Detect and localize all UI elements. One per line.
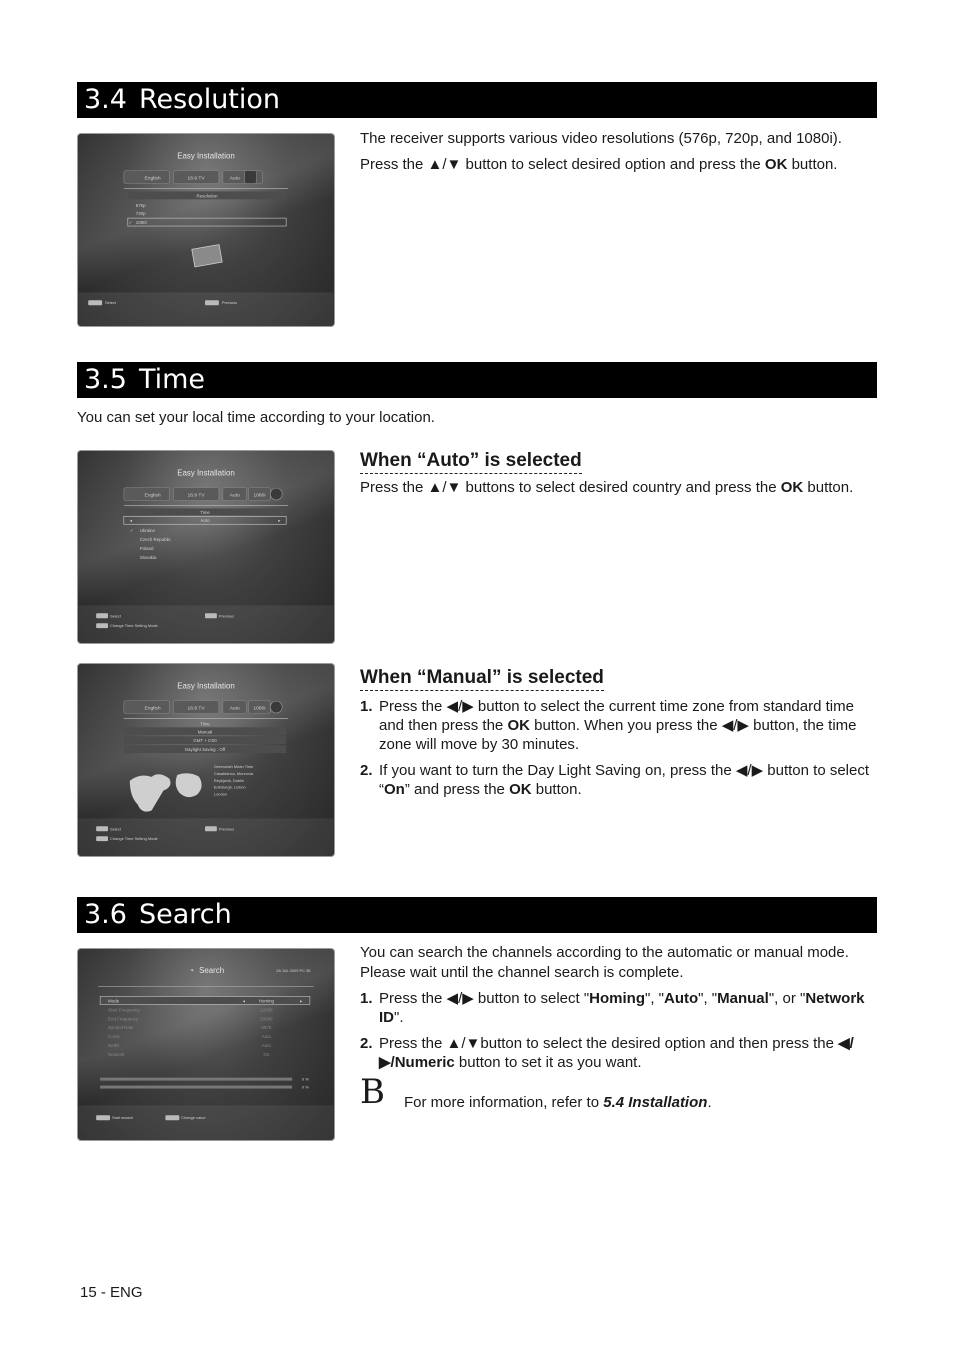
zone-item: Casablanca, Monrovia <box>213 770 254 776</box>
clock-icon <box>270 488 282 500</box>
auto-text <box>360 478 880 497</box>
footer-start-search: Start search <box>111 1115 134 1121</box>
zone-item: Edinburgh, Lisbon <box>213 784 246 790</box>
search-steps <box>360 989 880 1072</box>
text-part: Press the ▲/▼ buttons to select desired country and press the <box>360 479 781 496</box>
section-number: 3.4 <box>84 84 127 115</box>
tab-language: English <box>144 493 161 499</box>
check-icon: ✓ <box>129 528 134 534</box>
gmt-value: GMT + 0:00 <box>193 738 217 744</box>
option-homing: Homing <box>589 990 645 1007</box>
option-576p: 576p <box>135 203 146 209</box>
ok-label: OK <box>764 156 788 173</box>
section-title: Resolution <box>138 84 281 115</box>
screen-title: Search <box>199 965 225 975</box>
arrow-right-icon: ▸ <box>278 518 281 524</box>
section-title: Search <box>138 899 232 930</box>
screen-title: Easy Installation <box>177 681 235 691</box>
list-header: Resolution <box>196 193 218 199</box>
option-720p: 720p <box>135 211 146 217</box>
search-screenshot <box>77 948 335 1141</box>
ok-label: OK <box>780 479 804 496</box>
progress-bar <box>100 1078 292 1081</box>
text-part: Press the ◀/▶ button to select " <box>379 990 590 1007</box>
footer-previous: Previous <box>221 300 238 306</box>
tab-auto: Auto <box>229 176 240 182</box>
list-item <box>360 761 880 799</box>
on-label: On <box>384 781 405 798</box>
row-value: 20000 <box>260 1016 273 1022</box>
zone-item: London <box>213 791 228 797</box>
footer-previous: Previous <box>218 613 235 619</box>
row-label: Network <box>108 1051 125 1057</box>
text-part: Press the ▲/▼button to select the desired option and then press the <box>379 1035 839 1052</box>
list-item <box>360 989 880 1027</box>
search-intro-1: You can search the channels according to the automatic or manual mode. <box>360 944 849 961</box>
screen-title: Easy Installation <box>177 468 235 478</box>
text-part: Press the ◀/▶ button to select the current time zone from standard time and then press the <box>379 698 854 734</box>
text-part: ", " <box>698 990 718 1007</box>
screen-date: 28 JUL 2009 PC 38 <box>276 967 311 973</box>
world-map-icon <box>130 773 202 811</box>
step-number: 1. <box>360 698 373 715</box>
section-number: 3.5 <box>84 364 127 395</box>
tab-auto: Auto <box>229 706 240 712</box>
section-heading-resolution <box>77 82 877 118</box>
tab-auto: Auto <box>229 493 240 499</box>
text-part: button. <box>787 156 838 173</box>
row-label: NetID <box>108 1042 120 1048</box>
list-header: Time <box>200 509 210 515</box>
manual-heading: When “Manual” is selected <box>360 667 604 691</box>
ok-label: OK <box>509 781 532 798</box>
footer-change-value: Change value <box>181 1115 206 1121</box>
search-intro-2: Please wait until the channel search is complete. <box>360 964 684 981</box>
footer-select: Select <box>110 826 121 832</box>
row-value: 12000 <box>260 1007 273 1013</box>
country-item: Slovakia <box>139 554 157 560</box>
row-label: End Frequency <box>108 1016 139 1022</box>
text-part: button. <box>531 781 582 798</box>
step-number: 2. <box>360 1035 373 1052</box>
footer-previous: Previous <box>218 826 235 832</box>
arrow-left-icon: ◂ <box>242 998 245 1004</box>
text-part: button to set it as you want. <box>454 1054 642 1071</box>
text-part: Press the ▲/▼ button to select desired option and press the <box>360 156 765 173</box>
section-heading-search <box>77 897 877 933</box>
note-icon: B <box>360 1072 385 1112</box>
zone-item: Greenwich Mean Time <box>213 763 254 769</box>
step-number: 2. <box>360 762 373 779</box>
note-reference: 5.4 Installation <box>603 1094 708 1111</box>
tab-aspect: 16:9 TV <box>187 176 205 182</box>
resolution-screenshot <box>77 133 335 327</box>
option-network-id: Network ID <box>379 990 865 1026</box>
note-text <box>404 1093 712 1112</box>
text-part: ", or " <box>768 990 806 1007</box>
row-label: Symbol Rate <box>108 1025 134 1031</box>
tab-aspect: 16:9 TV <box>187 493 205 499</box>
row-value: Auto <box>261 1042 271 1048</box>
list-item <box>360 1034 880 1072</box>
footer-select: Select <box>105 300 117 306</box>
section-number: 3.6 <box>84 899 127 930</box>
row-value: On <box>263 1051 270 1057</box>
progress-bar <box>100 1086 292 1089</box>
option-auto: Auto <box>663 990 699 1007</box>
tab-language: English <box>144 706 161 712</box>
time-intro: You can set your local time according to your location. <box>77 409 435 426</box>
footer-select: Select <box>110 613 121 619</box>
option-1080i: 1080i <box>135 220 147 226</box>
auto-heading: When “Auto” is selected <box>360 450 582 474</box>
list-header: Time <box>200 721 210 727</box>
option-manual: Manual <box>717 990 769 1007</box>
progress-value: 0 % <box>301 1084 309 1090</box>
tab-resolution: 1080i <box>253 706 266 712</box>
tab-aspect: 16:9 TV <box>187 706 205 712</box>
daylight-value: Daylight Saving : Off <box>184 747 226 753</box>
country-item: Ukraine <box>139 528 155 534</box>
text-part: ", " <box>645 990 664 1007</box>
text-part: For more information, refer to <box>404 1094 604 1111</box>
clock-icon <box>270 701 282 713</box>
arrow-left-icon: ◂ <box>129 518 133 524</box>
tab-language: English <box>144 176 161 182</box>
text-part: button. When you press the ◀/▶ button, the time zone will move by 30 minutes. <box>379 717 857 753</box>
time-auto-screenshot <box>77 450 335 644</box>
text-part: ” and press the <box>404 781 510 798</box>
mode-value: Manual <box>197 729 213 735</box>
check-icon: ✓ <box>128 220 133 226</box>
footer-change-mode: Change Time Setting Mode <box>110 836 158 842</box>
manual-steps <box>360 697 880 799</box>
search-icon: ◔ <box>189 965 194 975</box>
section-heading-time <box>77 362 877 398</box>
row-value: 6875 <box>261 1025 272 1031</box>
tab-resolution: 1080i <box>253 493 266 499</box>
list-item <box>360 697 880 754</box>
country-item: Czech Republic <box>139 537 171 543</box>
text-part: If you want to turn the Day Light Saving on, press the ◀/▶ button to select “ <box>379 762 870 798</box>
text-part: button. <box>803 479 854 496</box>
page-number: 15 - ENG <box>80 1284 143 1301</box>
step-number: 1. <box>360 990 373 1007</box>
mode-value: Auto <box>200 518 210 524</box>
row-value: Homing <box>258 998 275 1004</box>
resolution-text-1: The receiver supports various video resolutions (576p, 720p, and 1080i). <box>360 130 842 147</box>
section-title: Time <box>138 364 206 395</box>
arrow-right-icon: ▸ <box>300 998 303 1004</box>
row-value: Auto <box>261 1034 271 1040</box>
progress-value: 0 % <box>301 1076 309 1082</box>
ok-label: OK <box>507 717 530 734</box>
row-label: Mode <box>108 998 120 1004</box>
zone-item: Reykjavik, Dublin <box>213 777 245 783</box>
resolution-text-2 <box>360 155 880 174</box>
screen-title: Easy Installation <box>177 151 235 161</box>
time-manual-screenshot <box>77 663 335 857</box>
country-item: Poland <box>139 545 154 551</box>
row-label: Start Frequency <box>108 1007 140 1013</box>
footer-change-mode: Change Time Setting Mode <box>110 623 158 629</box>
text-part: . <box>707 1094 712 1111</box>
numeric-label: ◀/▶/Numeric <box>379 1035 854 1071</box>
row-label: Const <box>108 1034 120 1040</box>
tv-set-icon <box>192 245 222 267</box>
text-part: ". <box>394 1009 404 1026</box>
